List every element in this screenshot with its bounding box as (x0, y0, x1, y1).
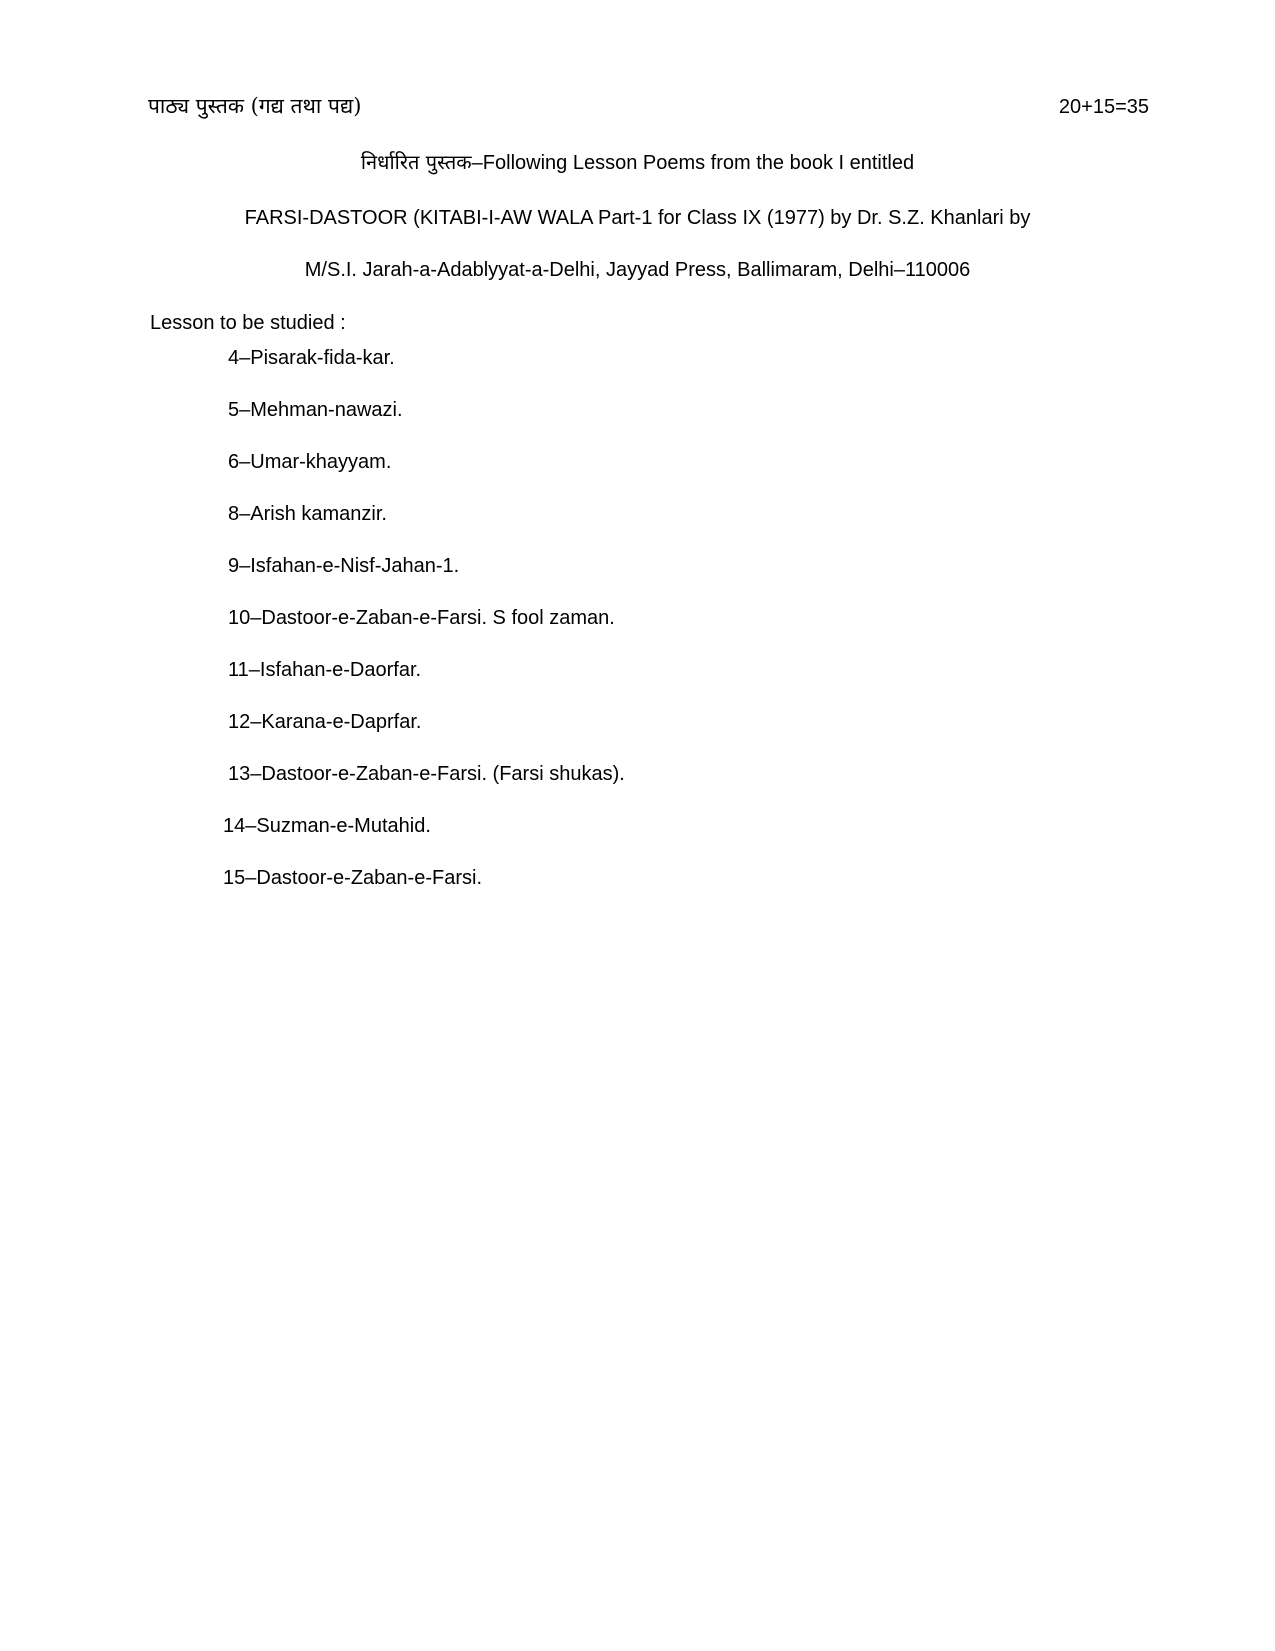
book-intro-line (0, 150, 1275, 175)
lesson-item: 12–Karana-e-Daprfar. (228, 711, 422, 733)
lessons-heading: Lesson to be studied : (150, 312, 346, 334)
prescribed-book-label: निर्धारित पुस्तक (360, 150, 472, 174)
lesson-item: 10–Dastoor-e-Zaban-e-Farsi. S fool zaman. (228, 607, 615, 629)
lesson-item: 4–Pisarak-fida-kar. (228, 347, 395, 369)
lesson-item: 6–Umar-khayyam. (228, 451, 392, 473)
book-intro-text: –Following Lesson Poems from the book I entitled (471, 152, 915, 174)
lesson-item: 5–Mehman-nawazi. (228, 399, 403, 421)
marks-total: 20+15=35 (1058, 96, 1149, 118)
lesson-item: 14–Suzman-e-Mutahid. (223, 815, 431, 837)
book-title-line: FARSI-DASTOOR (KITABI-I-AW WALA Part-1 for Class IX (1977) by Dr. S.Z. Khanlari by (244, 207, 1031, 229)
book-publisher-line: M/S.I. Jarah-a-Adablyyat-a-Delhi, Jayyad Press, Ballimaram, Delhi–110006 (304, 259, 971, 281)
lesson-item: 15–Dastoor-e-Zaban-e-Farsi. (223, 867, 482, 889)
lesson-item: 13–Dastoor-e-Zaban-e-Farsi. (Farsi shukas). (228, 763, 625, 785)
lesson-item: 11–Isfahan-e-Daorfar. (228, 659, 422, 681)
lesson-item: 8–Arish kamanzir. (228, 503, 387, 525)
lesson-item: 9–Isfahan-e-Nisf-Jahan-1. (228, 555, 460, 577)
subject-title: पाठ्य पुस्तक (गद्य तथा पद्य) (148, 94, 362, 118)
